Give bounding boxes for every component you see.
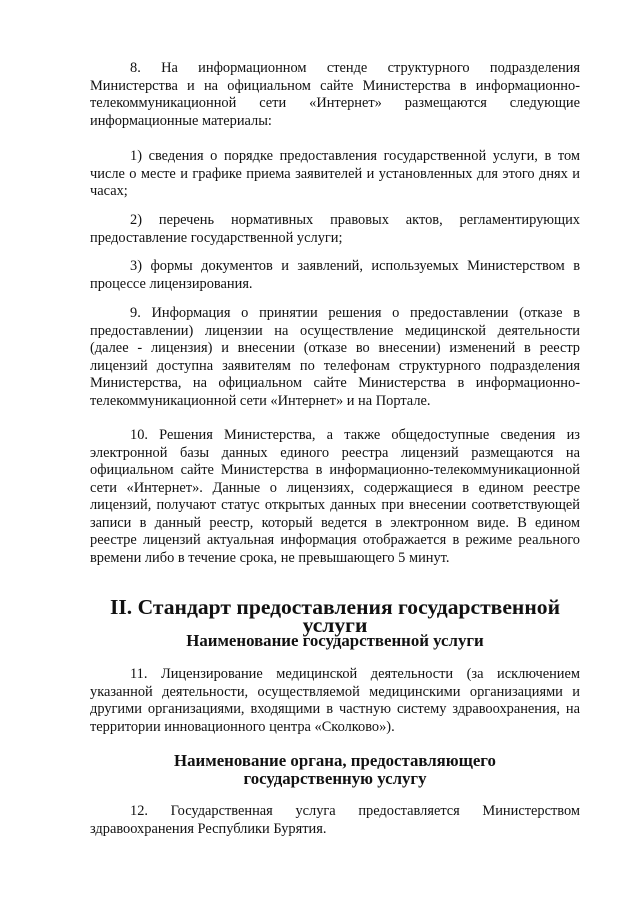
subheading-organ-name-line-1: Наименование органа, предоставляющего (174, 751, 496, 770)
subheading-organ-name-line-2: государственную услугу (243, 768, 427, 788)
paragraph-8: 8. На информационном стенде структурного подразделения Министерства и на официальном сайте Министерства в информационно-телекоммуникационной сети «Интернет» размещаются следующие информационные материалы: (90, 60, 580, 129)
paragraph-9: 9. Информация о принятии решения о предоставлении (отказе в предоставлении) лицензии на осуществление медицинской деятельности (далее - лицензия) и внесении (отказе во внесении) изменений в реестр лицензий доступна заявителям по телефонам структурного подразделения Министерства, на официальном сайте Министерства в информационно-телекоммуникационной сети «Интернет» и на Портале. (90, 305, 580, 409)
paragraph-8-item-3: 3) формы документов и заявлений, используемых Министерством в процессе лицензирования. (90, 258, 580, 292)
subheading-service-name: Наименование государственной услуги (186, 631, 484, 650)
paragraph-8-item-2: 2) перечень нормативных правовых актов, регламентирующих предоставление государственной услуги; (90, 212, 580, 246)
paragraph-10: 10. Решения Министерства, а также общедоступные сведения из электронной базы данных единого реестра лицензий размещаются на официальном сайте Министерства в информационно-телекоммуникационной сети «Интернет». Данные о лицензиях, содержащиеся в едином реестре лицензий, получают статус открытых данных при внесении соответствующей записи в данный реестр, который ведется в электронном виде. В едином реестре лицензий актуальная информация отображается в режиме реального времени либо в течение срока, не превышающего 5 минут. (90, 427, 580, 566)
paragraph-8-item-1: 1) сведения о порядке предоставления государственной услуги, в том числе о месте и графике приема заявителей и установленных для этого днях и часах; (90, 148, 580, 199)
subheading-organ-name (90, 752, 580, 787)
paragraph-12: 12. Государственная услуга предоставляется Министерством здравоохранения Республики Бурятия. (90, 803, 580, 837)
paragraph-11: 11. Лицензирование медицинской деятельности (за исключением указанной деятельности, осуществляемой медицинскими организациями и другими организациями, входящими в частную систему здравоохранения, на территории инновационного центра «Сколково»). (90, 666, 580, 735)
section-heading-standard: II. Стандарт предоставления государственной услуги (110, 595, 560, 637)
